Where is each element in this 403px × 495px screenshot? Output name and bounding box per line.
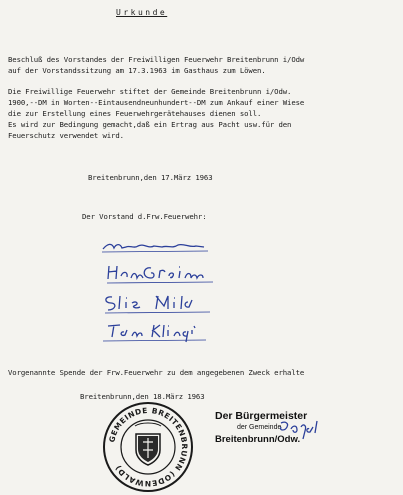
mayor-signature bbox=[277, 419, 323, 441]
closing-line: Vorgenannte Spende der Frw.Feuerwehr zu dem angegebenen Zweck erhalte bbox=[8, 368, 305, 377]
resolution-line-2: auf der Vorstandssitzung am 17.3.1963 im Gasthaus zum Löwen. bbox=[8, 66, 266, 75]
board-label: Der Vorstand d.Frw.Feuerwehr: bbox=[82, 212, 207, 221]
place-date-1: Breitenbrunn,den 17.März 1963 bbox=[88, 173, 213, 182]
body-line-2: 1900,--DM in Worten--Eintausendneunhundert--DM zum Ankauf einer Wiese bbox=[8, 98, 305, 107]
body-line-5: Feuerschutz verwendet wird. bbox=[8, 131, 124, 140]
svg-text:GEMEINDE BREITENBRUNN (ODENWAL: GEMEINDE BREITENBRUNN (ODENWALD) bbox=[107, 405, 190, 489]
body-line-3: die zur Erstellung eines Feuerwehrgerätehauses dienen soll. bbox=[8, 109, 262, 118]
body-line-4: Es wird zur Bedingung gemacht,daß ein Ertrag aus Pacht usw.für den bbox=[8, 120, 292, 129]
document-title: Urkunde bbox=[116, 8, 168, 17]
resolution-line-1: Beschluß des Vorstandes der Freiwilligen Feuerwehr Breitenbrunn i/Odw bbox=[8, 55, 305, 64]
mayor-stamp-place: Breitenbrunn/Odw. bbox=[215, 434, 301, 445]
mayor-stamp-title: Der Bürgermeister bbox=[215, 410, 308, 422]
signature-3 bbox=[102, 292, 214, 316]
mayor-stamp-subtitle: der Gemeinde bbox=[237, 424, 282, 431]
official-seal-stamp bbox=[101, 400, 195, 494]
body-line-1: Die Freiwillige Feuerwehr stiftet der Gemeinde Breitenbrunn i/Odw. bbox=[8, 87, 292, 96]
signature-1 bbox=[100, 237, 210, 257]
signature-4 bbox=[100, 320, 212, 344]
place-date-2: Breitenbrunn,den 18.März 1963 bbox=[80, 392, 205, 401]
signature-2 bbox=[103, 262, 215, 286]
